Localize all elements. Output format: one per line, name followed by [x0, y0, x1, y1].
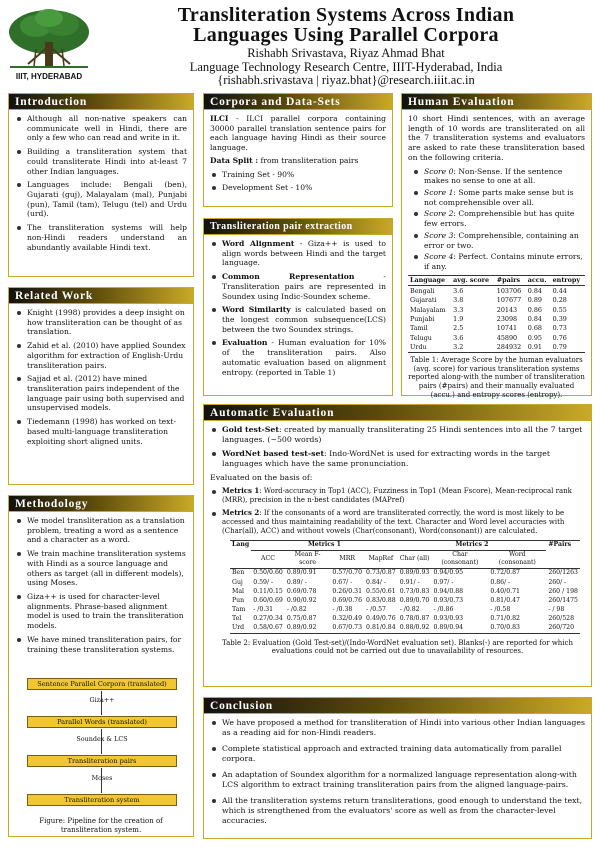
- auto-eval-table: [230, 540, 580, 634]
- table-cell: 23098: [496, 314, 518, 323]
- table-cell: 0.57/0.70: [332, 569, 363, 577]
- iiit-logo: [6, 4, 92, 88]
- table-cell: 0.68: [527, 324, 542, 333]
- auto-eval-panel: [203, 404, 592, 687]
- table-cell: 0.67/0.73: [332, 624, 363, 632]
- split-text: from transliteration pairs: [258, 155, 359, 165]
- table-row: [408, 296, 585, 305]
- section-heading: Introduction: [9, 94, 193, 110]
- score-label: Score 3: [424, 230, 454, 240]
- evaluated-on: Evaluated on the basis of:: [210, 472, 313, 482]
- list-item: [222, 509, 585, 536]
- table-cell: 0.84/ -: [366, 578, 386, 586]
- table-cell: 0.89: [527, 296, 542, 305]
- table-cell: 0.93/0.73: [433, 596, 464, 604]
- list-item: [222, 425, 585, 445]
- list-item: Sajjad et al. (2012) have mined transliteration pairs independent of the language pair using both supervised and unsupervised models.: [27, 374, 187, 413]
- table-cell: 0.83/0.88: [366, 596, 396, 604]
- list-item: [222, 239, 386, 268]
- table-cell: 0.89/0.93: [399, 569, 430, 577]
- table-cell: - /0.82: [399, 605, 420, 613]
- table-cell: 0.90/0.92: [286, 596, 317, 604]
- item-text: is calculated based on the longest common subsequence(LCS) between the two Soundex strings.: [222, 305, 386, 334]
- item-label: Evaluation: [222, 338, 268, 348]
- table-cell: 0.86/ -: [490, 578, 511, 586]
- table-cell: 0.89/0.91: [286, 569, 317, 577]
- table-cell: 0.86: [527, 305, 542, 314]
- introduction-panel: [8, 93, 194, 277]
- table-cell: 0.84: [527, 286, 542, 295]
- table-header: Metrics 2: [398, 540, 547, 550]
- affiliation: Language Technology Research Centre, IIIT-Hyderabad, India: [189, 60, 503, 74]
- list-item: We have mined transliteration pairs, for training these transliteration systems.: [27, 635, 187, 654]
- table-cell: 3.3: [453, 305, 464, 314]
- table-subheader: ACC: [261, 555, 275, 563]
- flow-label-giza: Giza++: [89, 696, 115, 704]
- score-text: : Some parts make sense but is not comprehensible over all.: [424, 188, 574, 207]
- table-row: [230, 605, 580, 614]
- list-item: We train machine transliteration systems with Hindi as a source language and others as target (all in different models), using Moses.: [27, 549, 186, 588]
- list-item: [424, 188, 585, 207]
- emails: {rishabh.srivastava | riyaz.bhat}@research.iiit.ac.in: [217, 73, 475, 87]
- table-cell: Ben: [232, 569, 245, 577]
- list-item: Tiedemann (1998) has worked on text-based multi-language transliteration exploiting short aligned units.: [27, 417, 187, 446]
- human-eval-table: [408, 275, 585, 353]
- table-header: #pairs: [496, 276, 521, 285]
- table-cell: 0.73: [552, 324, 567, 333]
- list-item: We have proposed a method for transliteration of Hindi into various other Indian languages as a reading aid for non-Hindi readers.: [222, 718, 585, 737]
- table-cell: Tamil: [410, 324, 428, 333]
- table-cell: Malayalam: [410, 305, 446, 314]
- table-cell: 107677: [496, 296, 522, 305]
- list-item: An adaptation of Soundex algorithm for a normalized language representation along-with LCS algorithm to extract training transliteration pairs from the aligned language-pairs.: [222, 770, 585, 790]
- section-heading: Transliteration pair extraction: [204, 219, 392, 235]
- split-paragraph: [210, 156, 386, 166]
- methodology-list: [15, 516, 187, 654]
- pipeline-caption: Figure: Pipeline for the creation of transliteration system.: [39, 817, 163, 834]
- table-row: [230, 568, 580, 578]
- list-item: [222, 487, 585, 505]
- table-cell: 0.60/0.69: [253, 596, 283, 604]
- table-cell: - /0.82: [286, 605, 307, 613]
- table-cell: - / 98: [548, 605, 565, 613]
- table-subheader: Char (all): [399, 555, 430, 563]
- table-cell: Telugu: [410, 333, 432, 342]
- table-cell: 0.95: [527, 333, 542, 342]
- table-cell: - /0.38: [332, 605, 353, 613]
- title-line-2: Languages Using Parallel Corpora: [193, 24, 499, 46]
- table-cell: 0.28: [552, 296, 567, 305]
- item-label: Gold test-Set: [222, 425, 279, 434]
- score-label: Score 0: [424, 166, 454, 176]
- score-text: : Non-Sense. If the sentence makes no sense to one at all.: [424, 166, 563, 186]
- list-item: [424, 209, 585, 228]
- table-subheader: MRR: [339, 555, 356, 563]
- human-eval-intro: 10 short Hindi sentences, with an average length of 10 words are transliterated on all the 7 transliteration systems and evaluators are asked to rate these transliteration based on the following criteria.: [408, 114, 585, 162]
- table-cell: 0.49/0.76: [366, 615, 396, 623]
- table-cell: 260/1263: [548, 569, 578, 577]
- table-cell: 3.6: [453, 286, 464, 295]
- score-list: [408, 167, 585, 272]
- table-cell: 0.81/0.47: [490, 596, 520, 604]
- pipeline-figure: [9, 676, 193, 836]
- table-cell: 0.32/0.49: [332, 615, 363, 623]
- table-cell: 0.69/0.78: [286, 587, 317, 595]
- table-row: [230, 596, 580, 605]
- table-cell: 0.79: [552, 343, 567, 351]
- table-row: [408, 314, 585, 323]
- ilci-label: ILCI: [210, 114, 229, 123]
- table-row: [408, 286, 585, 296]
- table-row: [230, 614, 580, 623]
- title-line-1: Transliteration Systems Across Indian: [177, 4, 515, 26]
- table-cell: 0.59/ -: [253, 578, 274, 586]
- table-cell: 0.78/0.87: [399, 615, 430, 623]
- table-cell: 260/1475: [548, 596, 578, 604]
- metric-label: Metrics 2: [222, 507, 260, 517]
- authors: Rishabh Srivastava, Riyaz Ahmad Bhat: [247, 46, 445, 60]
- table-cell: Guj: [232, 578, 243, 586]
- table-cell: 0.91: [527, 343, 542, 351]
- table-cell: Punjabi: [410, 314, 435, 323]
- list-item: The transliteration systems will help non-Hindi readers understand an abundantly available Hindi text.: [27, 223, 187, 252]
- table-cell: 260/528: [548, 615, 575, 623]
- score-text: : Comprehensible but has quite few errors.: [424, 209, 575, 229]
- table-row: [408, 324, 585, 333]
- table-cell: 0.55: [552, 305, 567, 314]
- table-cell: 0.40/0.71: [490, 587, 520, 595]
- table-cell: Tel: [232, 615, 242, 623]
- list-item: [222, 338, 386, 377]
- item-label: WordNet based test-set: [222, 448, 325, 458]
- table-cell: 0.91/ -: [399, 578, 420, 586]
- flow-box-sentence-corpora: Sentence Parallel Corpora (translated): [27, 678, 177, 690]
- test-set-list: [210, 425, 585, 469]
- list-item: [424, 167, 585, 186]
- table-row: [230, 578, 580, 587]
- table-cell: 0.71/0.82: [490, 615, 520, 623]
- table-cell: 0.89/ -: [286, 578, 307, 586]
- table-cell: 1.9: [453, 314, 464, 323]
- list-item: [222, 449, 585, 469]
- table-row: [408, 305, 585, 314]
- table-cell: 0.26/0.31: [332, 587, 363, 595]
- table-cell: 0.73/0.87: [366, 569, 396, 577]
- table2-caption: Table 2: Evaluation (Gold Test-set)/(Indo-WordNet evaluation set). Blanks(-) are reported for which evaluations could not be carried out due to unavailability of resources.: [222, 638, 573, 656]
- extraction-list: [210, 239, 386, 377]
- metric-label: Metrics 1: [222, 485, 260, 495]
- table-cell: 0.11/0.15: [253, 587, 283, 595]
- table-cell: 0.97/ -: [433, 578, 454, 586]
- section-heading: Human Evaluation: [402, 94, 591, 110]
- table-cell: 0.70/0.83: [490, 624, 520, 632]
- table-cell: 0.81/0.84: [366, 624, 396, 632]
- table-cell: 0.72/0.87: [490, 569, 520, 577]
- list-item: Development Set - 10%: [222, 183, 386, 193]
- table-cell: Pun: [232, 596, 245, 604]
- table-cell: 103706: [496, 286, 522, 295]
- score-label: Score 2: [424, 209, 454, 219]
- table-cell: Urd: [232, 624, 245, 632]
- table-cell: 0.50/0.60: [253, 569, 283, 577]
- table-row: [408, 342, 585, 352]
- table-header: Language: [410, 276, 446, 285]
- table-cell: 0.39: [552, 314, 567, 323]
- poster-header: [0, 0, 600, 92]
- table-cell: 0.58/0.67: [253, 624, 283, 632]
- table-cell: 0.84: [527, 314, 542, 323]
- section-heading: Conclusion: [204, 698, 591, 714]
- extraction-panel: [203, 218, 393, 396]
- table-cell: - /0.57: [366, 605, 386, 613]
- split-list: [210, 170, 386, 193]
- table-header: #Pairs: [548, 541, 572, 549]
- flow-box-parallel-words: Parallel Words (translated): [27, 716, 177, 728]
- table-cell: Urdu: [410, 343, 427, 351]
- table-cell: 260/ -: [548, 578, 567, 586]
- item-text: - Transliteration pairs are represented in Soundex using Indic-Soundex scheme.: [222, 272, 386, 301]
- table-cell: 3.6: [453, 333, 464, 342]
- metric-text: : Word-accuracy in Top1 (ACC), Fuzziness in Top1 (Mean Fscore), Mean-reciprocal rank (MRR), precision in the n-best candidates (MAPref): [222, 486, 572, 504]
- table-cell: 0.73/0.83: [399, 587, 430, 595]
- table-header: Lang: [232, 541, 250, 549]
- table-cell: 0.89/0.70: [399, 596, 430, 604]
- list-item: Complete statistical approach and extracted training data automatically from parallel corpora.: [222, 744, 585, 764]
- table-cell: 0.93/0.93: [433, 615, 464, 623]
- table-cell: 0.75/0.87: [286, 615, 317, 623]
- section-heading: Methodology: [9, 496, 193, 512]
- score-text: : Comprehensible, containing an error or two.: [424, 230, 579, 250]
- table-cell: 0.55/0.61: [366, 587, 396, 595]
- score-text: : Perfect. Contains minute errors, if any.: [424, 252, 583, 272]
- table-row: [230, 624, 580, 634]
- score-label: Score 4: [424, 252, 454, 262]
- section-heading: Automatic Evaluation: [204, 405, 591, 421]
- table-subheader: MapRef: [368, 555, 394, 563]
- section-heading: Related Work: [9, 288, 193, 304]
- list-item: Languages include: Bengali (ben), Gujarati (guj), Malayalam (mal), Punjabi (pun), Tamil (tam), Telugu (tel) and Urdu (urd).: [27, 180, 187, 219]
- list-item: [424, 231, 585, 250]
- table-cell: Mal: [232, 587, 245, 595]
- list-item: Training Set - 90%: [222, 170, 386, 180]
- flow-label-soundex: Soundex & LCS: [76, 735, 128, 743]
- table-cell: 0.44: [552, 286, 567, 295]
- score-label: Score 1: [424, 188, 454, 198]
- flow-box-translit-pairs: Transliteration pairs: [27, 755, 177, 767]
- table-cell: 3.8: [453, 296, 464, 305]
- table-subheader: Char (consonant): [441, 551, 479, 567]
- metrics-list: [210, 487, 585, 536]
- list-item: Giza++ is used for character-level alignments. Phrase-based alignment model is used to train the transliteration models.: [27, 592, 187, 631]
- introduction-list: [15, 114, 187, 252]
- table-cell: Tam: [232, 605, 246, 613]
- methodology-panel: [8, 495, 194, 837]
- table-cell: - /0.31: [253, 605, 274, 613]
- table-cell: 0.67/ -: [332, 578, 353, 586]
- list-item: [424, 252, 585, 271]
- table1-caption: Table 1: Average Score by the human evaluators (avg. score) for various transliteration systems reported along-with the number of transliteration pairs (#pairs) and their manually evaluated (accu.) and entropy scores (entropy).: [408, 355, 585, 399]
- table-cell: 0.94/0.95: [433, 569, 464, 577]
- table-row: [408, 333, 585, 342]
- table-cell: 284932: [496, 343, 522, 351]
- flow-label-moses: Moses: [91, 774, 113, 782]
- table-cell: 0.69/0.76: [332, 596, 363, 604]
- split-label: Data Split :: [210, 155, 259, 165]
- table-cell: 0.27/0.34: [253, 615, 283, 623]
- logo-text: IIIT, HYDERABAD: [15, 72, 83, 81]
- table-cell: - /0.58: [490, 605, 511, 613]
- table-row: [230, 587, 580, 596]
- item-text: : created by manually transliterating 25 Hindi sentences into all the 7 target languages. (~500 words): [222, 425, 583, 444]
- ilci-paragraph: [210, 114, 386, 153]
- list-item: Although all non-native speakers can communicate well in Hindi, there are only a few who can read and write in it.: [27, 114, 187, 143]
- related-work-list: [15, 308, 187, 446]
- table-subheader: Mean F-score: [294, 551, 321, 567]
- table-cell: 10741: [496, 324, 518, 333]
- item-text: - Giza++ is used to align words between Hindi and the target language.: [222, 239, 386, 268]
- table-cell: Bengali: [410, 286, 435, 295]
- list-item: Building a transliteration system that could transliterate Hindi into at-least 7 other Indian languages.: [27, 147, 187, 176]
- list-item: [222, 272, 386, 301]
- table-cell: 0.89/0.92: [286, 624, 317, 632]
- metric-text: : If the consonants of a word are transliterated correctly, the word is most likely to be accessed and thus maintaining readability of the text. Character and Word level accuracies with (Char(all), ACC) and without vowels (Char(consonant), Word(consonant)) are calculated.: [222, 508, 565, 535]
- table-cell: 0.76: [552, 333, 567, 342]
- section-heading: Corpora and Data-Sets: [204, 94, 392, 110]
- item-label: Word Alignment: [222, 239, 295, 248]
- ilci-text: - ILCI parallel corpora containing 30000 parallel translation sentence pairs for each language having Hindi as their source language.: [210, 114, 386, 153]
- table-cell: 260/720: [548, 624, 575, 632]
- item-text: : Indo-WordNet is used for extracting words in the target languages which have the same pronunciation.: [222, 448, 551, 468]
- related-work-panel: [8, 287, 194, 485]
- table-header: avg. score: [453, 276, 490, 285]
- table-cell: 20143: [496, 305, 518, 314]
- list-item: We model transliteration as a translation problem, treating a word as a sentence and a character as a word.: [27, 516, 187, 545]
- table-cell: 0.89/0.94: [433, 624, 464, 632]
- item-text: - Human evaluation for 10% of the transliteration pairs. Also automatic evaluation based on alignment entropy. (reported in Table 1): [222, 338, 386, 377]
- table-cell: 3.2: [453, 343, 464, 351]
- list-item: All the transliteration systems return transliterations, good enough to understand the text, which is strengthened from the evaluators' score as well as from the character-level accuracies.: [222, 796, 585, 826]
- item-label: Word Similarity: [222, 305, 291, 315]
- table-cell: 260 / 198: [548, 587, 578, 595]
- list-item: Knight (1998) provides a deep insight on how transliteration can be thought of as translation.: [27, 308, 187, 337]
- flow-box-translit-system: Transliteration system: [27, 794, 177, 806]
- list-item: Zahid et al. (2010) have applied Soundex algorithm for extraction of English-Urdu transliteration pairs.: [27, 341, 186, 370]
- table-cell: Gujarati: [410, 296, 437, 305]
- conclusion-list: [210, 718, 585, 826]
- table-header: entropy: [552, 276, 581, 285]
- conclusion-panel: [203, 697, 592, 839]
- table-cell: 45890: [496, 333, 518, 342]
- corpora-panel: [203, 93, 393, 207]
- list-item: [222, 305, 386, 334]
- table-cell: 0.88/0.92: [399, 624, 430, 632]
- table-header: accu.: [527, 276, 547, 285]
- table-cell: 2.5: [453, 324, 464, 333]
- table-cell: 0.94/0.88: [433, 587, 464, 595]
- table-header: Metrics 1: [251, 540, 398, 550]
- table-subheader: Word (consonant): [498, 551, 536, 567]
- human-eval-panel: [401, 93, 592, 399]
- table-cell: - /0.86: [433, 605, 454, 613]
- item-label: Common Representation: [222, 272, 355, 282]
